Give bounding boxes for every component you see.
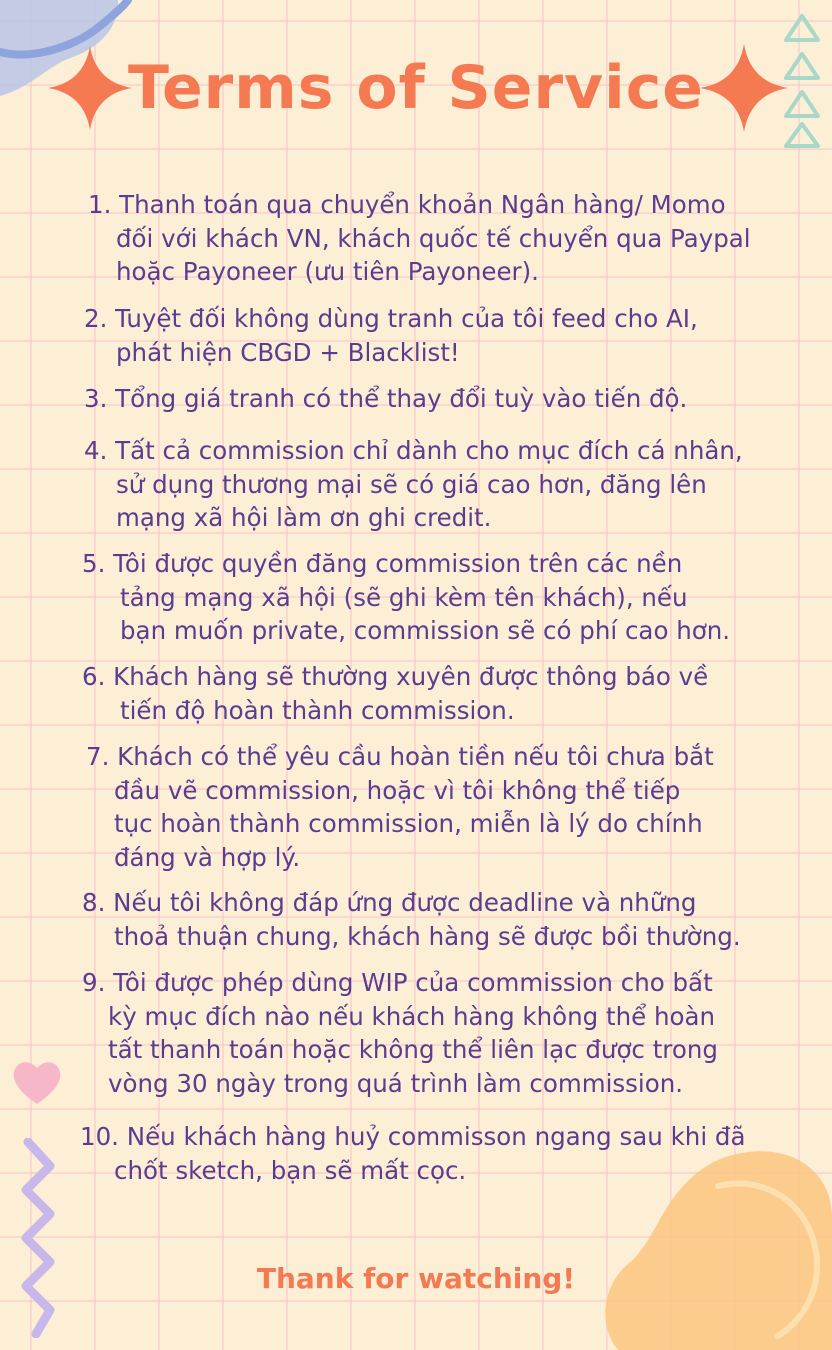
term-line: 7. Khách có thể yêu cầu hoàn tiền nếu tôi chưa bắt <box>86 742 714 771</box>
term-line: 4. Tất cả commission chỉ dành cho mục đích cá nhân, <box>84 436 743 465</box>
term-line: bạn muốn private, commission sẽ có phí cao hơn. <box>120 616 731 645</box>
term-line: sử dụng thương mại sẽ có giá cao hơn, đăng lên <box>116 469 707 499</box>
term-line: 9. Tôi được phép dùng WIP của commission cho bất <box>82 968 713 997</box>
term-line: 2. Tuyệt đối không dùng tranh của tôi feed cho AI, <box>84 304 698 333</box>
term-line: tất thanh toán hoặc không thể liên lạc được trong <box>108 1035 718 1064</box>
term-line: 1. Thanh toán qua chuyển khoản Ngân hàng/ Momo <box>88 190 726 219</box>
page-title: Terms of Service <box>127 53 704 123</box>
term-item-2 <box>84 302 698 369</box>
blob-shape-icon <box>598 1146 832 1350</box>
squiggle-icon <box>14 1138 64 1338</box>
term-item-8 <box>82 886 741 953</box>
term-line: vòng 30 ngày trong quá trình làm commission. <box>108 1068 684 1098</box>
term-line: tiến độ hoàn thành commission. <box>120 695 515 725</box>
term-line: hoặc Payoneer (ưu tiên Payoneer). <box>116 257 539 286</box>
term-line: phát hiện CBGD + Blacklist! <box>116 337 460 367</box>
term-item-9 <box>82 966 718 1100</box>
term-line: mạng xã hội làm ơn ghi credit. <box>116 503 492 532</box>
term-item-3 <box>84 382 687 416</box>
term-item-6 <box>82 660 708 727</box>
term-line: 8. Nếu tôi không đáp ứng được deadline và những <box>82 888 697 917</box>
term-item-1 <box>88 188 751 289</box>
term-line: đầu vẽ commission, hoặc vì tôi không thể tiếp <box>114 775 681 805</box>
term-line: tục hoàn thành commission, miễn là lý do chính <box>114 809 703 838</box>
term-item-7 <box>86 740 714 874</box>
term-line: 6. Khách hàng sẽ thường xuyên được thông báo về <box>82 662 709 691</box>
term-line: chốt sketch, bạn sẽ mất cọc. <box>114 1155 467 1185</box>
term-item-5 <box>82 547 730 648</box>
term-line: 10. Nếu khách hàng huỷ commisson ngang sau khi đã <box>80 1122 746 1151</box>
heart-icon <box>12 1058 62 1106</box>
term-line: đáng và hợp lý. <box>114 842 301 872</box>
term-line: thoả thuận chung, khách hàng sẽ được bồi thường. <box>114 921 741 951</box>
term-line: kỳ mục đích nào nếu khách hàng không thể hoàn <box>108 1001 716 1031</box>
term-item-4 <box>84 434 743 535</box>
term-line: đối với khách VN, khách quốc tế chuyển qua Paypal <box>116 223 751 253</box>
term-line: 5. Tôi được quyền đăng commission trên các nền <box>82 549 683 578</box>
term-line: 3. Tổng giá tranh có thể thay đổi tuỳ vào tiến độ. <box>84 384 688 413</box>
term-line: tảng mạng xã hội (sẽ ghi kèm tên khách), nếu <box>120 582 688 612</box>
footer-thank-you: Thank for watching! <box>256 1262 576 1295</box>
